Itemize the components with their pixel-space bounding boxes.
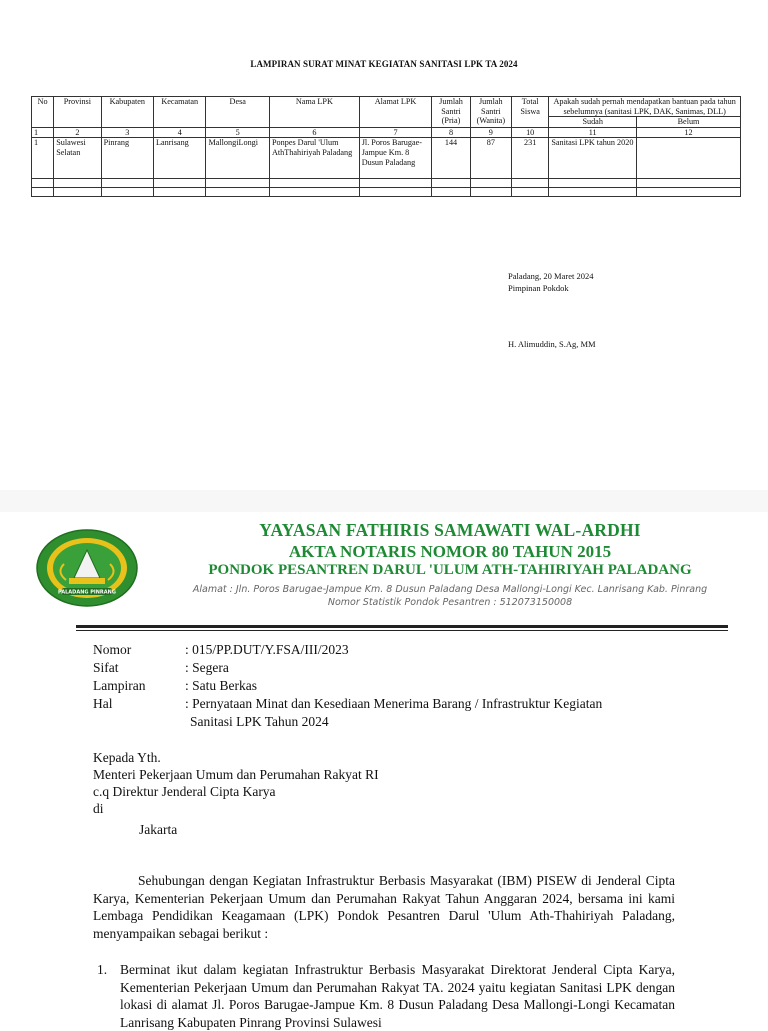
col-num: 10 [512, 127, 549, 138]
letterhead-line2: AKTA NOTARIS NOMOR 80 TAHUN 2015 [288, 542, 612, 561]
header-provinsi: Provinsi [54, 97, 101, 128]
cell-desa: MallongiLongi [206, 138, 270, 179]
list-item-number: 1. [97, 962, 108, 977]
col-num: 5 [206, 127, 270, 138]
lampiran-page [0, 0, 768, 490]
addressee-block [93, 749, 379, 838]
meta-value-sifat: : Segera [185, 660, 229, 675]
cell-belum [637, 138, 741, 179]
pesantren-logo-icon [36, 528, 138, 608]
table-row [32, 138, 741, 179]
header-no: No [32, 97, 54, 128]
cell-no: 1 [32, 138, 54, 179]
header-kecamatan: Kecamatan [154, 97, 206, 128]
cell-wanita: 87 [470, 138, 511, 179]
header-kabupaten: Kabupaten [101, 97, 153, 128]
meta-label-hal: Hal [93, 696, 113, 711]
list-item-text: Berminat ikut dalam kegiatan Infrastruktur Berbasis Masyarakat Direktorat Jenderal Cipta Karya, Kementerian Pekerjaan Umum dan Perumahan Rakyat TA. 2024 yaitu kegiatan Sanitasi LPK dengan lokasi di alamat Jl. Poros Barugae-Jampue Km. 8 Dusun Paladang Desa Mallongi-Longi Kecamatan Lanrisang Kabupaten Pinrang Provinsi Sulawesi [120, 962, 675, 1030]
header-jumlah-wanita: Jumlah Santri (Wanita) [470, 97, 511, 128]
meta-value-lampiran: : Satu Berkas [185, 678, 257, 693]
col-num: 12 [637, 127, 741, 138]
meta-label-lampiran: Lampiran [93, 678, 146, 693]
meta-value-hal: : Pernyataan Minat dan Kesediaan Menerima Barang / Infrastruktur Kegiatan [185, 696, 603, 711]
addressee-line: Menteri Pekerjaan Umum dan Perumahan Rakyat RI [93, 767, 379, 782]
cell-sudah: Sanitasi LPK tahun 2020 [549, 138, 637, 179]
addressee-line: Kepada Yth. [93, 750, 161, 765]
signature-role: Pimpinan Pokdok [508, 283, 569, 293]
cell-kecamatan: Lanrisang [154, 138, 206, 179]
letterhead-rule-thick [76, 625, 728, 628]
header-alamat-lpk: Alamat LPK [359, 97, 432, 128]
header-sudah: Sudah [549, 117, 637, 128]
col-num: 11 [549, 127, 637, 138]
col-num: 1 [32, 127, 54, 138]
meta-label-sifat: Sifat [93, 660, 119, 675]
letterhead-nsp: Nomor Statistik Pondok Pesantren : 512073150008 [327, 597, 573, 608]
addressee-city: Jakarta [139, 822, 178, 837]
meta-value-nomor: : 015/PP.DUT/Y.FSA/III/2023 [185, 642, 349, 657]
col-num: 3 [101, 127, 153, 138]
letterhead-address: Alamat : Jln. Poros Barugae-Jampue Km. 8 Dusun Paladang Desa Mallongi-Longi Kec. Lanrisang Kab. Pinrang [192, 584, 708, 595]
cell-pria: 144 [432, 138, 470, 179]
lampiran-title: LAMPIRAN SURAT MINAT KEGIATAN SANITASI LPK TA 2024 [250, 59, 518, 69]
letterhead-line3: PONDOK PESANTREN DARUL 'ULUM ATH-TAHIRIYAH PALADANG [208, 562, 692, 578]
logo-text: PALADANG PINRANG [58, 589, 116, 596]
col-num: 4 [154, 127, 206, 138]
table-row-empty [32, 188, 741, 197]
addressee-line: di [93, 801, 104, 816]
cell-kabupaten: Pinrang [101, 138, 153, 179]
signature-name: H. Alimuddin, S.Ag, MM [508, 339, 596, 349]
column-number-row [32, 127, 741, 138]
col-num: 8 [432, 127, 470, 138]
cell-nama-lpk: Ponpes Darul 'Ulum AthThahiriyah Paladang [269, 138, 359, 179]
table-header-row [32, 97, 741, 117]
letter-page [0, 508, 768, 1030]
header-desa: Desa [206, 97, 270, 128]
col-num: 9 [470, 127, 511, 138]
letter-paragraph: Sehubungan dengan Kegiatan Infrastruktur Berbasis Masyarakat (IBM) PISEW di Jenderal Cipta Karya, Kementerian Pekerjaan Umum dan Perumahan Rakyat Tahun Anggaran 2024, bersama ini kami Lembaga Pendidikan Keagamaan (LPK) Pondok Pesantren Darul 'Ulum Ath-Thahiriyah Paladang, menyampaikan sebagai berikut : [93, 873, 675, 941]
col-num: 2 [54, 127, 101, 138]
header-apakah: Apakah sudah pernah mendapatkan bantuan pada tahun sebelumnya (sanitasi LPK, DAK, Sanimas, DLL) [549, 97, 741, 117]
cell-alamat-lpk: Jl. Poros Barugae-Jampue Km. 8 Dusun Paladang [359, 138, 432, 179]
col-num: 7 [359, 127, 432, 138]
lampiran-table [31, 96, 741, 197]
letterhead-rule-thin [76, 630, 728, 631]
table-row-empty [32, 179, 741, 188]
meta-value-hal-cont: Sanitasi LPK Tahun 2024 [190, 714, 329, 729]
meta-label-nomor: Nomor [93, 642, 132, 657]
cell-provinsi: Sulawesi Selatan [54, 138, 101, 179]
addressee-line: c.q Direktur Jenderal Cipta Karya [93, 784, 276, 799]
header-jumlah-pria: Jumlah Santri (Pria) [432, 97, 470, 128]
col-num: 6 [269, 127, 359, 138]
header-total: Total Siswa [512, 97, 549, 128]
header-belum: Belum [637, 117, 741, 128]
signature-place-date: Paladang, 20 Maret 2024 [508, 271, 594, 281]
header-nama-lpk: Nama LPK [269, 97, 359, 128]
cell-total: 231 [512, 138, 549, 179]
letterhead-line1: YAYASAN FATHIRIS SAMAWATI WAL-ARDHI [259, 520, 641, 540]
